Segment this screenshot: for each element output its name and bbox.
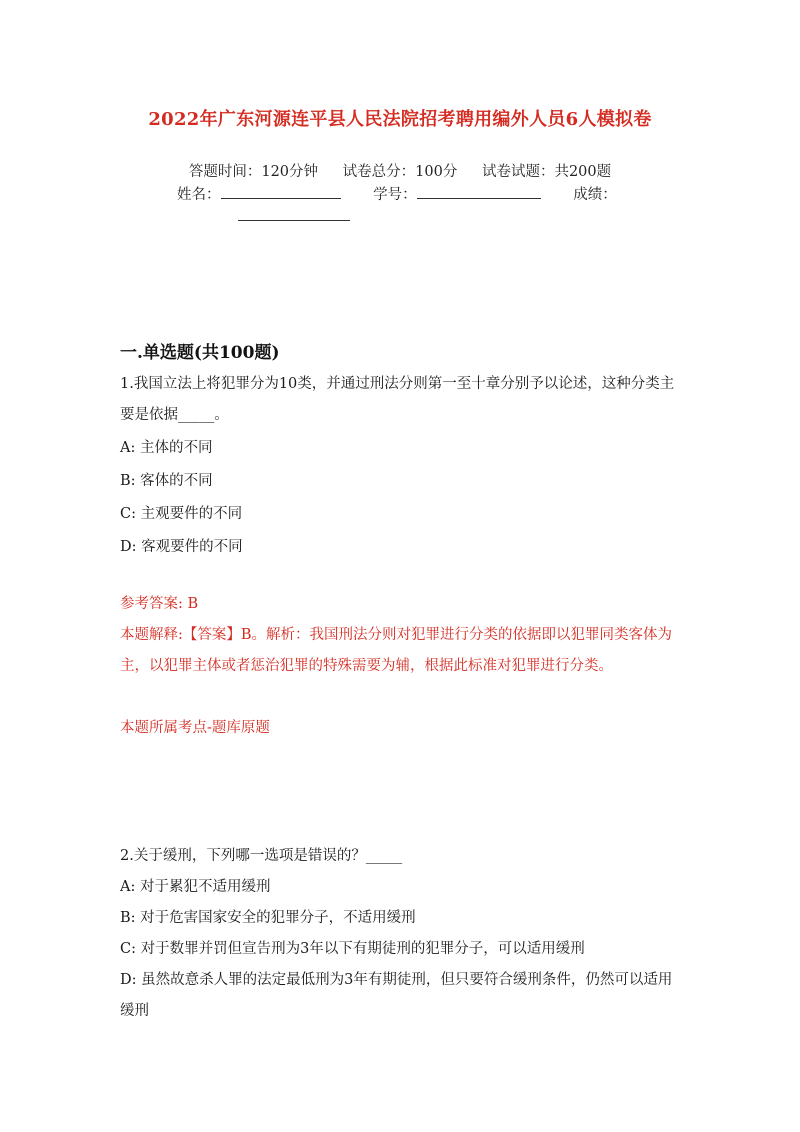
option-b: B: 客体的不同: [120, 473, 213, 489]
exam-duration: 答题时间：120分钟: [188, 164, 319, 180]
question-stem: 1.我国立法上将犯罪分为10类，并通过刑法分则第一至十章分别予以论述，这种分类主要是依据_____。: [120, 376, 675, 423]
answer-explanation: 本题解释:【答案】B。解析：我国刑法分则对犯罪进行分类的依据即以犯罪同类客体为主，以犯罪主体或者惩治犯罪的特殊需要为辅，根据此标准对犯罪进行分类。: [120, 627, 673, 674]
question-source: 本题所属考点-题库原题: [120, 720, 270, 736]
answer-block-1: [120, 589, 685, 744]
option-a: A: 对于累犯不适用缓刑: [120, 879, 271, 895]
name-field: [177, 184, 341, 206]
option-d: D: 虽然故意杀人罪的法定最低刑为3年有期徒刑，但只要符合缓刑条件，仍然可以适用缓刑: [120, 972, 673, 1019]
reference-answer: 参考答案: B: [120, 596, 199, 612]
question-2: [120, 841, 685, 1027]
exam-title: 2022年广东河源连平县人民法院招考聘用编外人员6人模拟卷: [148, 109, 652, 130]
student-info-fields: [120, 184, 700, 228]
option-a: A: 主体的不同: [120, 440, 213, 456]
student-id-label: 学号：: [373, 187, 417, 203]
score-blank: [238, 206, 350, 221]
score-label: 成绩：: [573, 187, 617, 203]
exam-question-count: 试卷试题：共200题: [481, 164, 612, 180]
question-1: [120, 369, 680, 563]
student-id-field: [373, 184, 541, 206]
option-c: C: 主观要件的不同: [120, 506, 243, 522]
option-d: D: 客观要件的不同: [120, 539, 243, 555]
question-stem: 2.关于缓刑，下列哪一选项是错误的？_____: [120, 848, 403, 864]
exam-total-score: 试卷总分：100分: [342, 164, 458, 180]
option-b: B: 对于危害国家安全的犯罪分子，不适用缓刑: [120, 910, 416, 926]
student-id-blank: [417, 184, 541, 199]
score-field: [573, 185, 617, 206]
option-c: C: 对于数罪并罚但宣告刑为3年以下有期徒刑的犯罪分子，可以适用缓刑: [120, 941, 585, 957]
section-title: 一.单选题(共100题): [120, 343, 280, 363]
name-label: 姓名：: [177, 187, 221, 203]
name-blank: [221, 184, 341, 199]
exam-meta: [0, 160, 800, 181]
